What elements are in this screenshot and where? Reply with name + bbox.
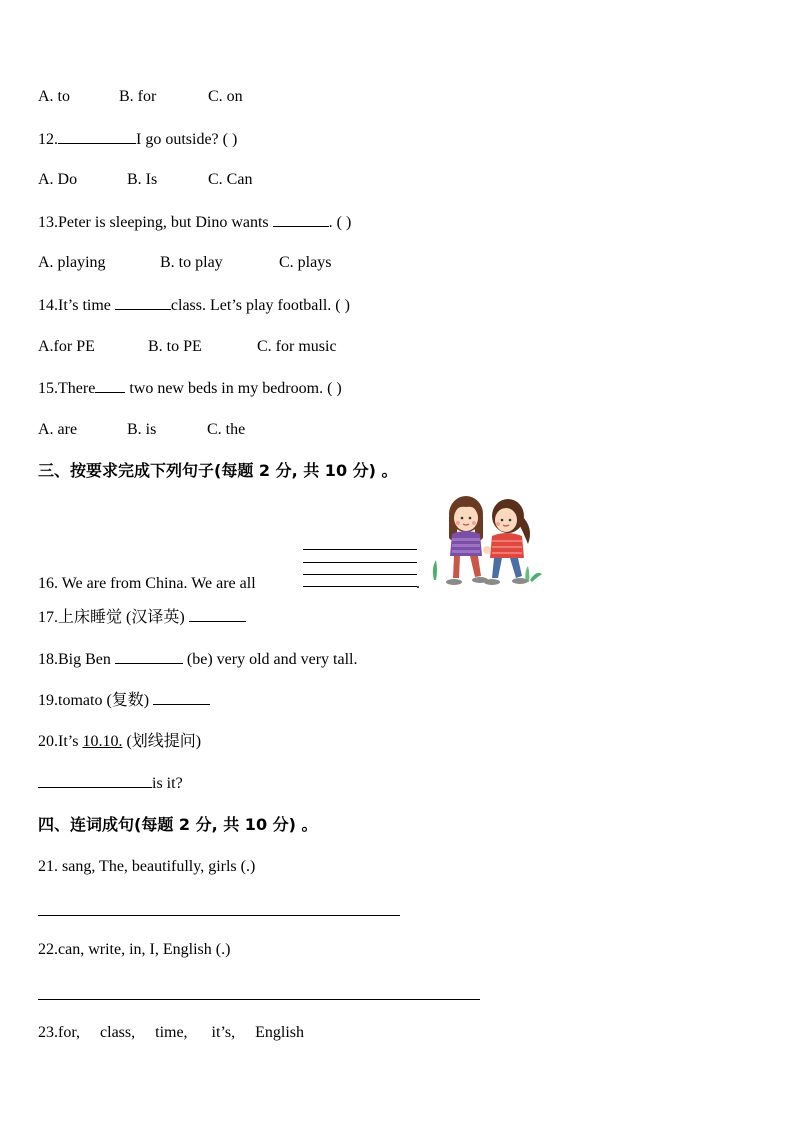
- q18-question: [38, 649, 358, 670]
- q13-text: 13.Peter is sleeping, but Dino wants: [38, 214, 273, 231]
- q16-question: [38, 574, 256, 594]
- q13-blank[interactable]: [273, 212, 329, 227]
- q14-option-a[interactable]: A.for PE: [38, 338, 95, 355]
- q14-text: 14.It’s time: [38, 297, 115, 314]
- q12-text: I go outside? ( ): [136, 131, 238, 148]
- q15-blank[interactable]: [95, 378, 125, 393]
- q14-option-c[interactable]: C. for music: [257, 338, 337, 355]
- q22-answer-line[interactable]: [38, 999, 480, 1000]
- q16-blank-line-2[interactable]: [303, 562, 417, 563]
- q19-question: [38, 690, 210, 711]
- q14-option-b[interactable]: B. to PE: [148, 338, 202, 355]
- q14-options: [38, 337, 337, 357]
- q16-blank-line-4[interactable]: [303, 586, 417, 587]
- q12-question: [38, 129, 237, 150]
- q16-blank-line-3[interactable]: [303, 574, 417, 575]
- q20-text: 20.It’s: [38, 733, 83, 750]
- q23-question: 23.for, class, time, it’s, English: [38, 1024, 305, 1041]
- q15-option-a[interactable]: A. are: [38, 421, 78, 438]
- q13-option-a[interactable]: A. playing: [38, 254, 106, 271]
- q14-blank[interactable]: [115, 295, 171, 310]
- q20-blank[interactable]: [38, 773, 152, 788]
- q18-blank[interactable]: [115, 649, 183, 664]
- q12-number: 12.: [38, 131, 58, 148]
- q17-blank[interactable]: [189, 607, 246, 622]
- q12-option-b[interactable]: B. Is: [127, 171, 158, 188]
- q14-text-end: class. Let’s play football. ( ): [170, 297, 350, 314]
- q22-question: 22.can, write, in, I, English (.): [38, 941, 231, 958]
- q12-options: [38, 170, 252, 190]
- q11-option-c[interactable]: C. on: [208, 88, 243, 105]
- q11-option-b[interactable]: B. for: [119, 88, 157, 105]
- q17-question: [38, 607, 246, 628]
- q12-blank[interactable]: [58, 129, 136, 144]
- q16-text: 16. We are from China. We are all: [38, 575, 256, 592]
- q13-text-end: . ( ): [328, 214, 352, 231]
- q13-option-c[interactable]: C. plays: [279, 254, 332, 271]
- q20-line2-text: is it?: [152, 775, 183, 792]
- q11-options: [38, 87, 243, 107]
- q21-answer-line[interactable]: [38, 915, 400, 916]
- plant-right-icon: [530, 573, 542, 582]
- plant-left-icon: [433, 560, 437, 580]
- q15-options: [38, 420, 245, 440]
- q19-text: 19.tomato (复数): [38, 692, 154, 709]
- q20-question: [38, 732, 201, 752]
- q13-question: [38, 212, 351, 233]
- q20-text-end: (划线提问): [122, 733, 202, 750]
- q14-question: [38, 295, 350, 316]
- q16-blank-line-1[interactable]: [303, 549, 417, 550]
- q13-option-b[interactable]: B. to play: [160, 254, 223, 271]
- q13-options: [38, 253, 331, 273]
- q19-blank[interactable]: [153, 690, 210, 705]
- q16-end: .: [416, 575, 420, 592]
- section-3-heading: 三、按要求完成下列句子(每题 2 分, 共 10 分) 。: [38, 461, 398, 480]
- q21-question: 21. sang, The, beautifully, girls (.): [38, 858, 256, 875]
- q15-text: 15.There: [38, 380, 96, 397]
- q15-option-c[interactable]: C. the: [207, 421, 246, 438]
- q20-underlined-answer: 10.10.: [82, 733, 123, 750]
- q12-option-c[interactable]: C. Can: [208, 171, 253, 188]
- q17-text: 17.上床睡觉 (汉译英): [38, 609, 189, 626]
- two-girls-illustration: [426, 494, 544, 592]
- q15-option-b[interactable]: B. is: [127, 421, 157, 438]
- q18-text: 18.Big Ben: [38, 651, 115, 668]
- section-4-heading: 四、连词成句(每题 2 分, 共 10 分) 。: [38, 815, 318, 834]
- q20-answer-line: [38, 773, 183, 794]
- q11-option-a[interactable]: A. to: [38, 88, 70, 105]
- q15-question: [38, 378, 342, 399]
- q18-text-end: (be) very old and very tall.: [182, 651, 358, 668]
- q15-text-end: two new beds in my bedroom. ( ): [125, 380, 342, 397]
- q12-option-a[interactable]: A. Do: [38, 171, 78, 188]
